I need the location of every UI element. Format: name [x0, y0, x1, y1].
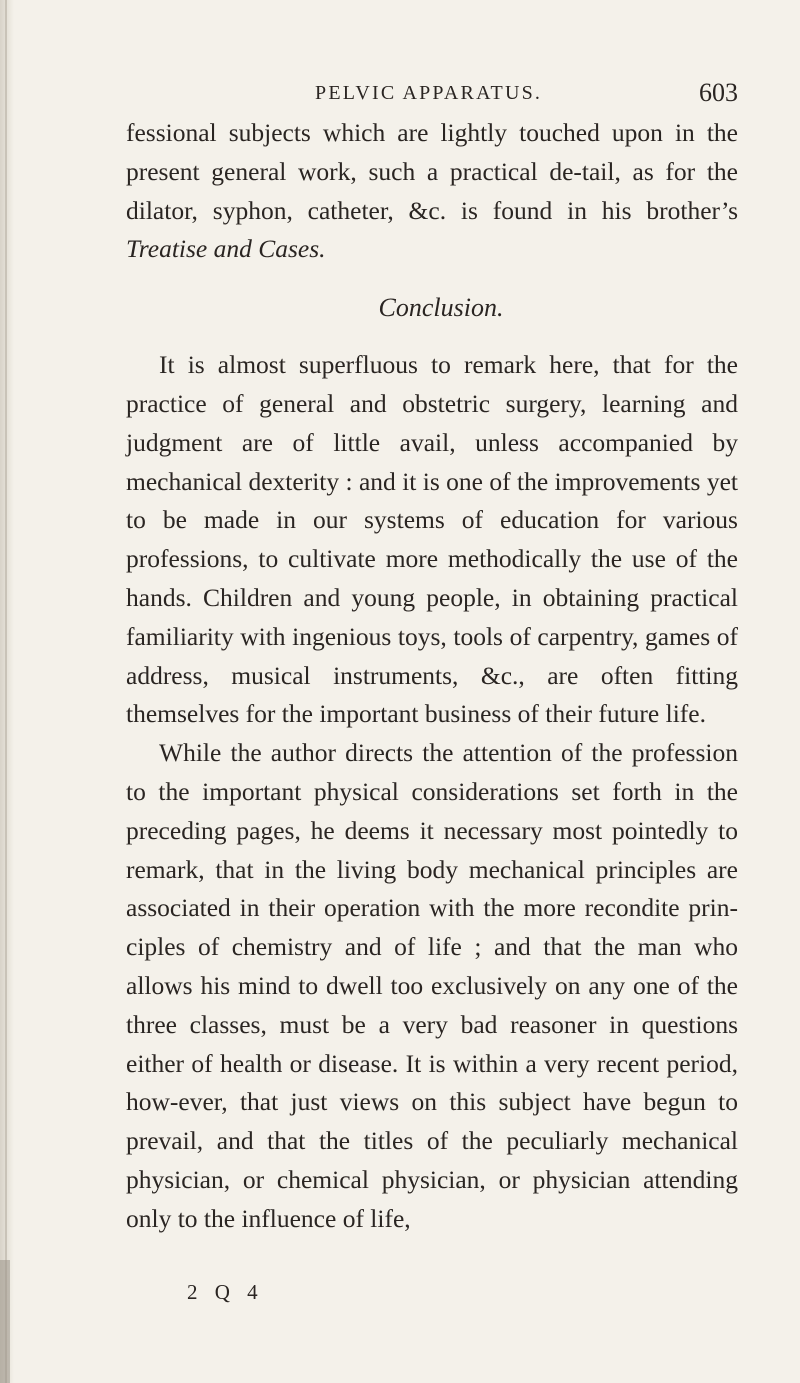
- paragraph-1: [126, 114, 738, 269]
- running-head: [126, 78, 738, 114]
- binding-edge-line: [5, 0, 7, 1383]
- page-gutter: [0, 0, 14, 1383]
- paragraph-3: While the author directs the attention of the profession to the important physical considerations set forth in the preceding pages, he deems it necessary most pointedly to remark, that in the living body mechanical principles are associated in their operation with the more recondite prin-ciples of chemistry and of life ; and that the man who allows his mind to dwell too exclusively on any one of the three classes, must be a very bad reasoner in questions either of health or disease. It is within a very recent period, how-ever, that just views on this subject have begun to prevail, and that the titles of the peculiarly mechanical physician, or chemical physician, or physician attending only to the influence of life,: [126, 738, 738, 1233]
- section-heading: Conclusion.: [378, 293, 504, 323]
- signature-mark: 2 Q 4: [187, 1280, 264, 1304]
- treatise-title: Treatise and Cases.: [126, 234, 326, 264]
- page-number: 603: [699, 78, 738, 107]
- body-text: [126, 114, 738, 1239]
- running-title: PELVIC APPARATUS.: [315, 82, 543, 104]
- paragraph-2: It is almost superfluous to remark here, that for the practice of general and obstetric surgery, learning and judgment are of little avail, unless accompanied by mechanical dexterity : and it is one of the improvements yet to be made in our systems of education for various professions, to cultivate more methodically the use of the hands. Children and young people, in obtaining practical familiarity with ingenious toys, tools of carpentry, games of address, musical instruments, &c., are often fitting themselves for the important business of their future life.: [126, 350, 738, 729]
- binding-edge-shadow: [0, 1260, 10, 1383]
- paragraph-1-text: fessional subjects which are lightly touched upon in the present general work, such a practical de-tail, as for the dilator, syphon, catheter, &c. is found in his brother’s: [126, 118, 738, 225]
- book-page: [126, 78, 738, 1239]
